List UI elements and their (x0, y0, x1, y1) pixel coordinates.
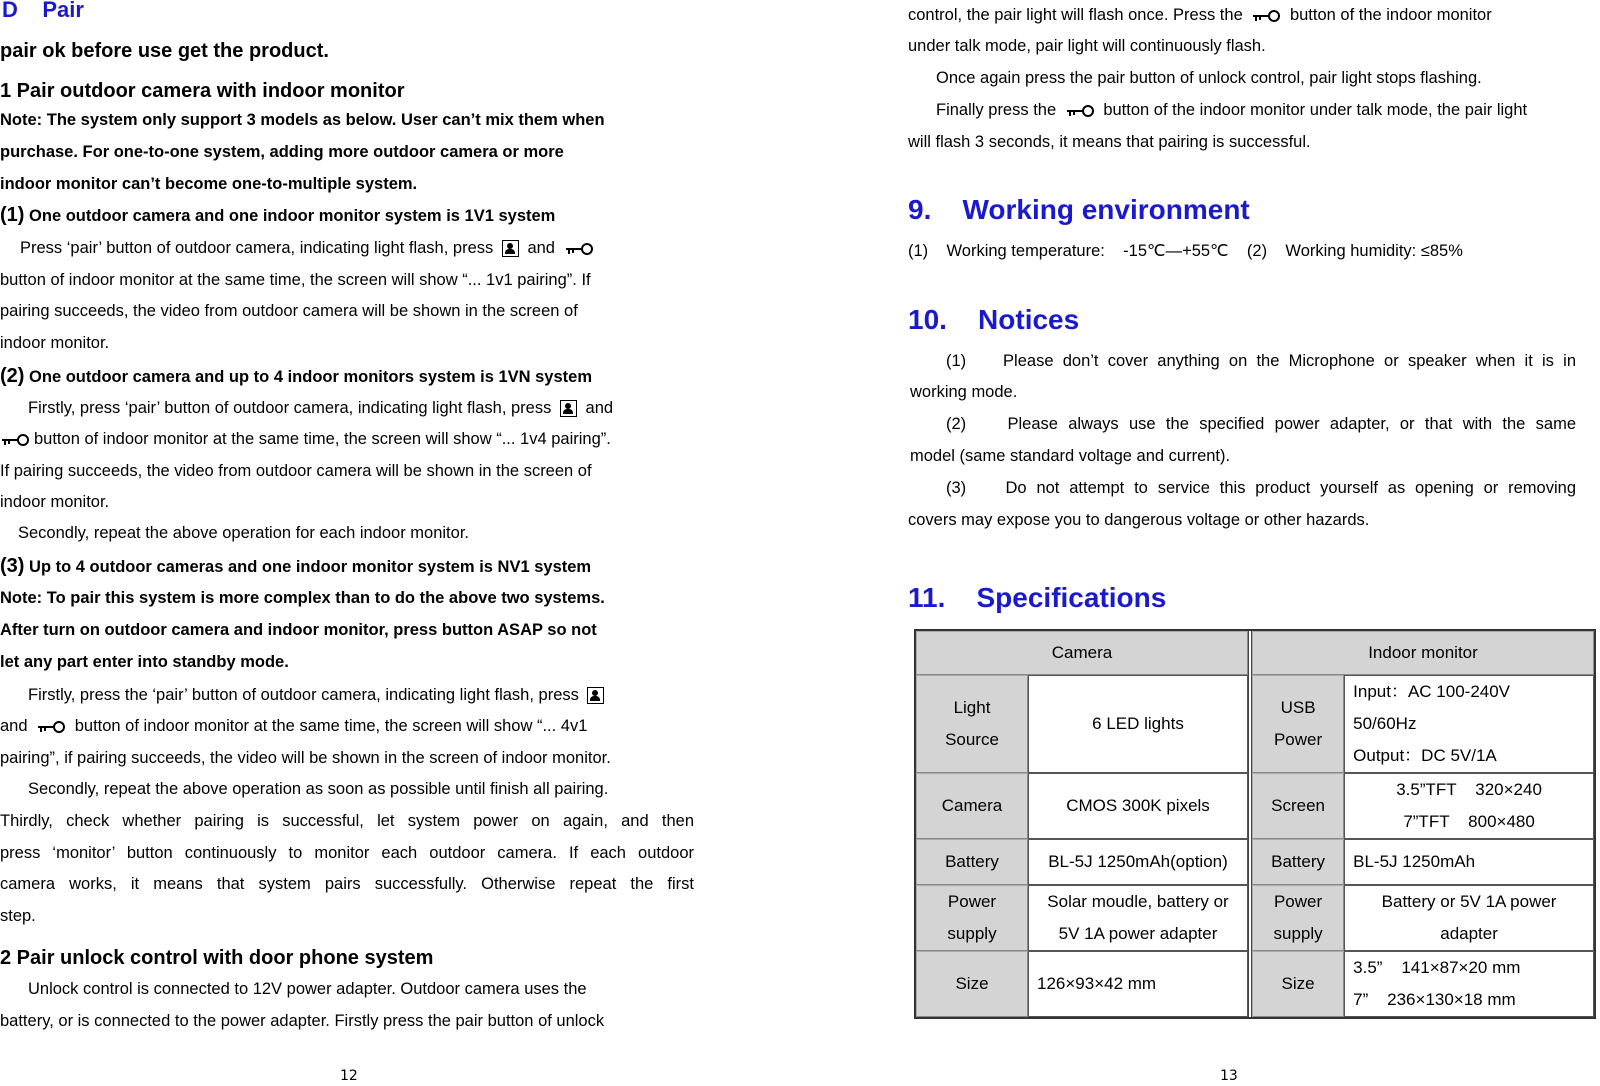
heading-working-environment: 9. Working environment (908, 194, 1250, 225)
intro-line: pair ok before use get the product. (0, 40, 329, 62)
note-line: let any part enter into standby mode. (0, 653, 289, 671)
table-row (916, 951, 1594, 1017)
notice-line: (2) Please always use the specified power adapter, or that with the same (946, 415, 1576, 433)
body-line: Once again press the pair button of unlock control, pair light stops flashing. (936, 69, 1482, 87)
key-icon (1251, 9, 1281, 23)
environment-line: (1) Working temperature: -15℃—+55℃ (2) Working humidity: ≤85% (908, 242, 1463, 260)
body-line: battery, or is connected to the power adapter. Firstly press the pair button of unlock (0, 1012, 605, 1030)
heading-pair-camera-monitor: 1 Pair outdoor camera with indoor monitor (0, 80, 405, 102)
heading-specifications: 11. Specifications (908, 582, 1167, 613)
body-line: pairing”, if pairing succeeds, the video will be shown in the screen of indoor monitor. (0, 749, 611, 767)
body-line: indoor monitor. (0, 334, 110, 352)
spec-key: Light Source (916, 675, 1028, 773)
note-line: Note: The system only support 3 models as below. User can’t mix them when (0, 111, 605, 129)
key-icon (1065, 104, 1095, 118)
spec-value: 126×93×42 mm (1028, 951, 1248, 1017)
body-line: button of indoor monitor at the same time, the screen will show “... 1v4 pairing”. (0, 429, 611, 449)
heading-notices: 10. Notices (908, 304, 1080, 335)
spec-value: Input：AC 100-240V 50/60Hz Output：DC 5V/1A (1344, 675, 1594, 773)
note-line: Note: To pair this system is more complex than to do the above two systems. (0, 589, 605, 607)
indoor-monitor-header: Indoor monitor (1252, 631, 1594, 675)
pair-person-icon (587, 687, 604, 704)
subheading-1vn: (2) One outdoor camera and up to 4 indoor monitors system is 1VN system (0, 365, 593, 387)
notice-line: working mode. (910, 383, 1018, 401)
body-line: camera works, it means that system pairs successfully. Otherwise repeat the first (0, 875, 694, 893)
notice-line: model (same standard voltage and current). (910, 447, 1231, 465)
heading-unlock-control: 2 Pair unlock control with door phone system (0, 947, 434, 969)
body-line: will flash 3 seconds, it means that pairing is successful. (908, 133, 1311, 151)
camera-header: Camera (916, 631, 1248, 675)
spec-value: BL-5J 1250mAh(option) (1028, 839, 1248, 885)
spec-key: Power supply (1252, 885, 1344, 951)
key-icon (36, 720, 66, 734)
notice-line: (3) Do not attempt to service this product yourself as opening or removing (946, 479, 1576, 497)
body-line: Secondly, repeat the above operation for each indoor monitor. (18, 524, 469, 542)
body-line: Firstly, press ‘pair’ button of outdoor camera, indicating light flash, press and (28, 399, 614, 417)
spec-key: Battery (1252, 839, 1344, 885)
body-line: Thirdly, check whether pairing is successful, let system power on again, and then (0, 812, 694, 830)
table-row (916, 631, 1594, 675)
body-line: press ‘monitor’ button continuously to monitor each outdoor camera. If each outdoor (0, 844, 694, 862)
body-line: button of indoor monitor at the same time, the screen will show “... 1v1 pairing”. If (0, 271, 591, 289)
spec-key: Battery (916, 839, 1028, 885)
table-row (916, 675, 1594, 773)
spec-key: Size (1252, 951, 1344, 1017)
key-icon (564, 242, 594, 256)
key-icon (0, 433, 30, 447)
body-line: indoor monitor. (0, 493, 110, 511)
body-line: Unlock control is connected to 12V power adapter. Outdoor camera uses the (28, 980, 587, 998)
table-row (916, 773, 1594, 839)
spec-value: 3.5”TFT 320×240 7”TFT 800×480 (1344, 773, 1594, 839)
page-number: 13 (1220, 1068, 1238, 1084)
note-line: indoor monitor can’t become one-to-multiple system. (0, 175, 418, 193)
body-line: If pairing succeeds, the video from outdoor camera will be shown in the screen of (0, 462, 592, 480)
body-line: control, the pair light will flash once. Press the button of the indoor monitor (908, 6, 1492, 24)
body-line: and button of indoor monitor at the same time, the screen will show “... 4v1 (0, 717, 588, 735)
body-line: Firstly, press the ‘pair’ button of outdoor camera, indicating light flash, press (28, 685, 608, 705)
subheading-1v1: (1) One outdoor camera and one indoor monitor system is 1V1 system (0, 204, 556, 226)
left-page (0, 0, 700, 1086)
spec-key: Camera (916, 773, 1028, 839)
specifications-table (914, 629, 1596, 1019)
pair-person-icon (502, 240, 519, 257)
spec-key: Size (916, 951, 1028, 1017)
body-line: Press ‘pair’ button of outdoor camera, indicating light flash, press and (20, 238, 598, 258)
body-line: Finally press the button of the indoor monitor under talk mode, the pair light (936, 101, 1528, 119)
table-row (916, 839, 1594, 885)
spec-key: Power supply (916, 885, 1028, 951)
spec-value: CMOS 300K pixels (1028, 773, 1248, 839)
note-line: After turn on outdoor camera and indoor monitor, press button ASAP so not (0, 621, 597, 639)
body-line: step. (0, 907, 36, 925)
subheading-nv1: (3) Up to 4 outdoor cameras and one indoor monitor system is NV1 system (0, 555, 592, 577)
spec-key: USB Power (1252, 675, 1344, 773)
pair-person-icon (560, 400, 577, 417)
notice-line: (1) Please don’t cover anything on the Microphone or speaker when it is in (946, 352, 1576, 370)
spec-value: Solar moudle, battery or 5V 1A power adapter (1028, 885, 1248, 951)
spec-value: 6 LED lights (1028, 675, 1248, 773)
notice-line: covers may expose you to dangerous voltage or other hazards. (908, 511, 1370, 529)
spec-value: BL-5J 1250mAh (1344, 839, 1594, 885)
body-line: under talk mode, pair light will continuously flash. (908, 37, 1266, 55)
spec-key: Screen (1252, 773, 1344, 839)
body-line: pairing succeeds, the video from outdoor camera will be shown in the screen of (0, 302, 578, 320)
note-line: purchase. For one-to-one system, adding more outdoor camera or more (0, 143, 564, 161)
page-number: 12 (340, 1068, 358, 1084)
spec-value: Battery or 5V 1A power adapter (1344, 885, 1594, 951)
section-heading-pair: D Pair (2, 0, 84, 22)
spec-value: 3.5” 141×87×20 mm 7” 236×130×18 mm (1344, 951, 1594, 1017)
body-line: Secondly, repeat the above operation as soon as possible until finish all pairing. (28, 780, 609, 798)
table-row (916, 885, 1594, 951)
